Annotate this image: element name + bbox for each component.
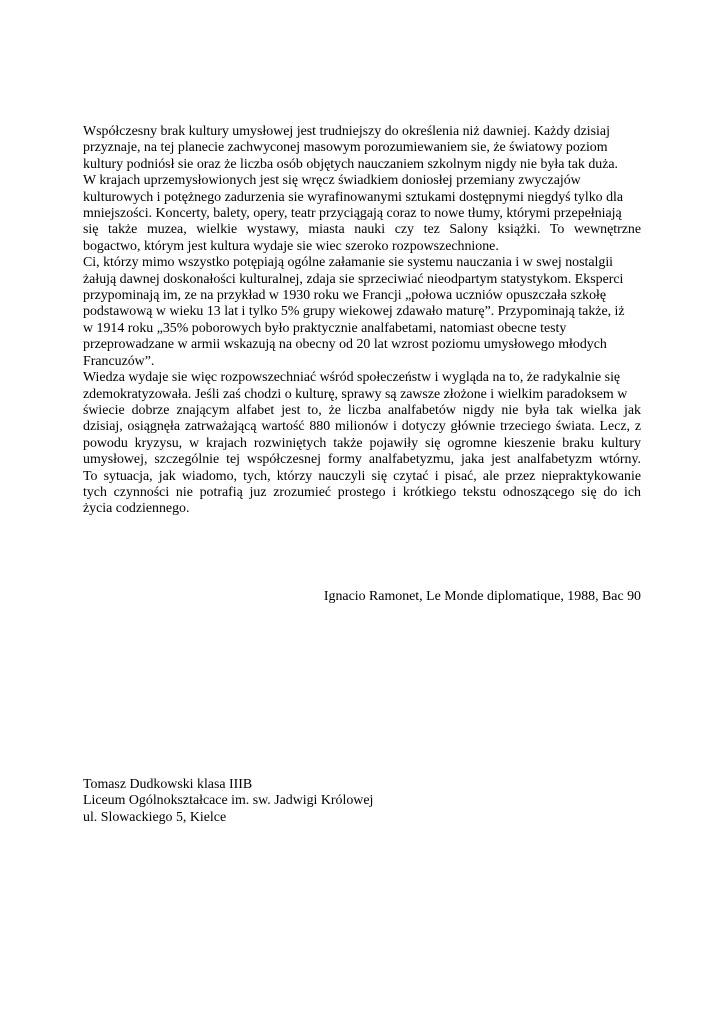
text-line: umysłowej, szczególnie tej współczesnej formy analfabetyzmu, jaka jest analfabetyzm wtórny.	[83, 452, 641, 468]
text-line: kultury podniósł sie oraz że liczba osób objętych nauczaniem szkolnym nigdy nie była tak duża.	[83, 156, 619, 172]
text-line: kulturowych i potężnego zadurzenia sie wyrafinowanymi sztukami dostępnymi niegdyś tylko dla	[83, 189, 624, 205]
text-line: powodu kryzysu, w krajach rozwiniętych także pojawiły się ogromne kieszenie braku kultury	[83, 435, 641, 451]
text-line: podstawową w wieku 13 lat i tylko 5% grupy wiekowej zdawało maturę”. Przypominają także, iż	[83, 304, 625, 320]
text-line: dzisiaj, osiągnęła zatrważającą wartość 880 milionów i dotyczy głównie trzeciego świata. Lecz, z	[83, 419, 641, 435]
text-line: tych czynności nie potrafią juz zrozumieć prostego i krótkiego tekstu odnoszącego się do ich	[83, 484, 641, 500]
text-line: życia codziennego.	[83, 501, 190, 517]
text-line: zdemokratyzowała. Jeśli zaś chodzi o kulturę, sprawy są zawsze złożone i wielkim paradoksem w	[83, 386, 628, 402]
essay-body	[83, 124, 641, 518]
text-line: w 1914 roku „35% poborowych było praktycznie analfabetami, natomiast obecne testy	[83, 320, 567, 336]
paragraph-3	[83, 370, 641, 518]
text-line: Francuzów”.	[83, 353, 155, 369]
text-line: się także muzea, wielkie wystawy, miasta nauki czy tez Salony książki. To wewnętrzne	[83, 222, 641, 238]
text-line: W krajach uprzemysłowionych jest się wręcz świadkiem doniosłej przemiany zwyczajów	[83, 173, 581, 189]
text-line: świecie dobrze znającym alfabet jest to, że liczba analfabetów nigdy nie była tak wielka jak	[83, 402, 641, 418]
paragraph-1	[83, 124, 641, 255]
author-address: ul. Slowackiego 5, Kielce	[83, 809, 227, 825]
author-name: Tomasz Dudkowski klasa IIIB	[83, 777, 253, 792]
text-line: przyznaje, na tej planecie zachwyconej masowym porozumiewaniem sie, że światowy poziom	[83, 140, 608, 156]
text-line: przeprowadzane w armii wskazują na obecny od 20 lat wzrost poziomu umysłowego młodych	[83, 337, 607, 353]
text-line: Współczesny brak kultury umysłowej jest trudniejszy do określenia niż dawniej. Każdy dzisiaj	[83, 124, 610, 139]
text-line: bogactwo, którym jest kultura wydaje sie wiec szeroko rozpowszechnione.	[83, 238, 499, 254]
text-line: To sytuacja, jak wiadomo, tych, którzy nauczyli się czytać i pisać, ale przez niepraktykowanie	[83, 468, 641, 484]
author-block	[83, 777, 641, 826]
author-school: Liceum Ogólnokształcace im. sw. Jadwigi Królowej	[83, 793, 374, 809]
text-line: Ci, którzy mimo wszystko potępiają ogólne załamanie sie systemu nauczania i w swej nostalgii	[83, 255, 614, 271]
source-citation: Ignacio Ramonet, Le Monde diplomatique, 1988, Bac 90	[323, 589, 641, 604]
paragraph-2	[83, 255, 641, 370]
text-line: Wiedza wydaje sie więc rozpowszechniać wśród społeczeństw i wygląda na to, że radykalnie się	[83, 370, 621, 386]
text-line: przypominają im, ze na przykład w 1930 roku we Francji „połowa uczniów opuszczała szkołę	[83, 288, 607, 304]
text-line: żałują dawnej doskonałości kulturalnej, zdaja sie sprzeciwiać nieodpartym statystykom. Eksperci	[83, 271, 624, 287]
text-line: mniejszości. Koncerty, balety, opery, teatr przyciągają coraz to nowe tłumy, którymi przepełniają	[83, 206, 622, 222]
